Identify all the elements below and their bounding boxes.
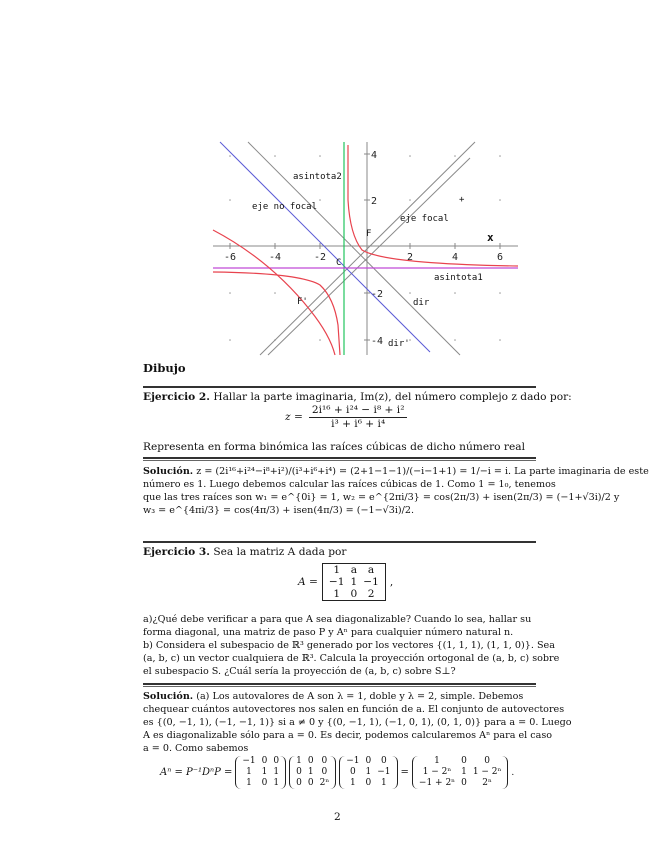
matrix-cell: 0 (484, 756, 490, 766)
sol3-line: (a) Los autovalores de A son λ = 1, doble y λ = 2, simple. Debemos (196, 691, 524, 702)
grid-dots (229, 155, 504, 341)
matrix-P (339, 756, 397, 789)
matrix-cell: 0 (461, 778, 467, 788)
matrix-cell: −1 (346, 756, 360, 766)
y-tick-label: 4 (371, 150, 378, 161)
matrix-cell: 1 (246, 778, 252, 788)
x-tick-label: -6 (224, 252, 237, 263)
ex3-title: Ejercicio 3. (143, 546, 210, 558)
ex3-line: el subespacio S. ¿Cuál sería la proyección de (a, b, c) sobre S⊥? (143, 666, 456, 677)
matrix-cell: 1 (273, 767, 280, 777)
an-equation: Aⁿ = P⁻¹DⁿP = −1 0 0 1 1 1 1 0 1 1 0 0 0 1 0 0 0 2ⁿ −1 0 0 0 1 −1 1 0 1 = 1 0 0 1 − 2ⁿ 1 1 − 2ⁿ −1 + 2ⁿ 0 2ⁿ . (160, 756, 515, 788)
matrix-cell: 1 (246, 767, 252, 777)
an-eq-end: . (511, 767, 515, 778)
sol2-line: z = (2i¹⁶+i²⁴−i⁸+i²)/(i³+i⁶+i⁴) = (2+1−1−1)/(−i−1+1) = 1/−i = i. La parte imaginaria de este (196, 466, 649, 477)
divider (143, 686, 536, 687)
sol2-line: número es 1. Luego debemos calcular las raíces cúbicas de 1. Como 1 = 1₀, tenemos (143, 479, 556, 490)
ex3-line: a)¿Qué debe verificar a para que A sea diagonalizable? Cuando lo sea, hallar su (143, 614, 532, 625)
matrix-cell: 1 (333, 564, 341, 576)
matrix-cell: 1 (273, 778, 280, 788)
ex3-line: b) Considera el subespacio de ℝ³ generado por los vectores {(1, 1, 1), (1, 1, 0)}. Sea (143, 640, 555, 651)
matrix-cell: a (367, 564, 375, 576)
matrix-cell: −1 (242, 756, 256, 766)
ex2-eq-denominator: i³ + i⁶ + i⁴ (331, 418, 386, 430)
ex3-matrix-eq: A = 1 a a −1 1 −1 1 0 2 , (298, 564, 394, 600)
divider (143, 683, 536, 685)
matrix-cell: 0 (307, 778, 314, 788)
ex2-statement (143, 391, 572, 404)
matrix-cell: 1 (365, 767, 372, 777)
ex3-lhs: A = (298, 575, 318, 588)
ex2-eq-lhs: z = (285, 411, 303, 423)
dir-line (268, 158, 470, 355)
sol3-line: A es diagonalizable sólo para a = 0. Es decir, podemos calcularemos Aⁿ para el caso (143, 730, 553, 741)
sol3-title: Solución. (143, 691, 194, 702)
y-tick-label: -2 (371, 289, 384, 300)
ex2-equation (285, 404, 407, 431)
matrix-cell: −1 + 2ⁿ (418, 778, 456, 788)
matrix-cell: 0 (461, 756, 467, 766)
dir-prime-label: dir' (388, 339, 410, 349)
matrix-cell: 1 (296, 756, 302, 766)
matrix-cell: a (350, 564, 358, 576)
hyperbola-figure (205, 138, 525, 360)
matrix-cell: 0 (350, 767, 356, 777)
hyperbola-branch-left (213, 272, 340, 355)
plus-marker: + (459, 195, 465, 205)
ex2-title: Ejercicio 2. (143, 391, 210, 403)
matrix-cell: 1 (381, 778, 387, 788)
focus-F-prime-label: F' (297, 297, 308, 307)
matrix-cell: 0 (307, 756, 314, 766)
matrix-cell: 1 − 2ⁿ (472, 767, 502, 777)
sol2-title: Solución. (143, 466, 194, 477)
x-tick-label: 6 (497, 252, 504, 263)
eje-no-focal-line (248, 142, 460, 355)
sol2-line: w₃ = e^{4πi/3} = cos(4π/3) + isen(4π/3) = (−1−√3i)/2. (143, 505, 415, 516)
figure-caption: Dibujo (143, 361, 186, 375)
matrix-cell: 1 (350, 778, 356, 788)
matrix-cell: 0 (296, 778, 302, 788)
ex3-body (143, 613, 560, 678)
x-tick-label: 2 (407, 252, 414, 263)
hyperbola-extra-curve (213, 230, 335, 355)
sol2-line: que las tres raíces son w₁ = e^{0i} = 1, w₂ = e^{2πi/3} = cos(2π/3) + isen(2π/3) = (−1+√3i)/2 y (143, 492, 620, 503)
matrix-cell: 2 (367, 588, 375, 600)
matrix-cell: −1 (377, 767, 391, 777)
matrix-cell: 0 (381, 756, 387, 766)
sol3-block (143, 690, 572, 755)
matrix-cell: 0 (365, 756, 372, 766)
matrix-cell: 0 (261, 778, 268, 788)
ex3-line: (a, b, c) un vector cualquiera de ℝ³. Calcula la proyección ortogonal de (a, b, c) sobre (143, 653, 560, 664)
center-C-label: C (336, 258, 342, 268)
divider (143, 386, 536, 388)
matrix-result (412, 756, 509, 789)
matrix-A (322, 563, 386, 601)
asintota2-label: asintota2 (293, 172, 342, 182)
divider (143, 460, 536, 461)
sol3-line: chequear cuántos autovectores nos salen en función de a. El conjunto de autovectores (143, 704, 565, 715)
ex2-tail: Representa en forma binómica las raíces cúbicas de dicho número real (143, 441, 525, 453)
eje-focal-label: eje focal (400, 214, 449, 224)
y-tick-label: -4 (371, 336, 384, 347)
y-tick-label: 2 (371, 196, 378, 207)
matrix-cell: 0 (365, 778, 372, 788)
matrix-D-n (289, 756, 336, 789)
matrix-cell: 2ⁿ (482, 778, 492, 788)
divider (143, 457, 536, 459)
matrix-cell: 0 (350, 588, 358, 600)
page-number: 2 (334, 811, 341, 823)
matrix-cell: 1 − 2ⁿ (422, 767, 452, 777)
sol2-block (143, 465, 649, 517)
dir-label: dir (413, 298, 430, 308)
ex3-text: Sea la matriz A dada por (213, 546, 347, 558)
x-tick-label: -2 (314, 252, 327, 263)
matrix-cell: 0 (321, 756, 328, 766)
matrix-cell: 1 (307, 767, 314, 777)
matrix-cell: 1 (461, 767, 467, 777)
matrix-cell: 0 (273, 756, 280, 766)
matrix-cell: 1 (333, 588, 341, 600)
matrix-cell: 2ⁿ (319, 778, 330, 788)
x-tick-label: 4 (452, 252, 459, 263)
matrix-cell: 1 (350, 576, 358, 588)
matrix-cell: 1 (261, 767, 268, 777)
ex3-statement (143, 546, 346, 559)
x-tick-label: -4 (269, 252, 282, 263)
matrix-P-inv (235, 756, 286, 789)
matrix-cell: 0 (261, 756, 268, 766)
ex3-line: forma diagonal, una matriz de paso P y Aⁿ para cualquier número natural n. (143, 627, 514, 638)
eje-no-focal-label: eje no focal (252, 202, 318, 212)
ex2-text: Hallar la parte imaginaria, Im(z), del número complejo z dado por: (213, 391, 572, 403)
sol3-line: es {(0, −1, 1), (−1, −1, 1)} si a ≠ 0 y {(0, −1, 1), (−1, 0, 1), (0, 1, 0)} para a = 0. Luego (143, 717, 572, 728)
sol3-line: a = 0. Como sabemos (143, 743, 249, 754)
x-axis-label: x (487, 231, 494, 244)
matrix-cell: 0 (321, 767, 328, 777)
matrix-cell: 1 (434, 756, 440, 766)
matrix-cell: −1 (328, 576, 345, 588)
divider (143, 541, 536, 543)
ex2-eq-numerator: 2i¹⁶ + i²⁴ − i⁸ + i² (309, 404, 408, 418)
matrix-cell: −1 (363, 576, 379, 588)
focus-F-label: F (366, 229, 372, 239)
matrix-cell: 0 (296, 767, 302, 777)
an-lhs: Aⁿ = P⁻¹DⁿP = (160, 767, 233, 778)
asintota1-label: asintota1 (434, 273, 483, 283)
